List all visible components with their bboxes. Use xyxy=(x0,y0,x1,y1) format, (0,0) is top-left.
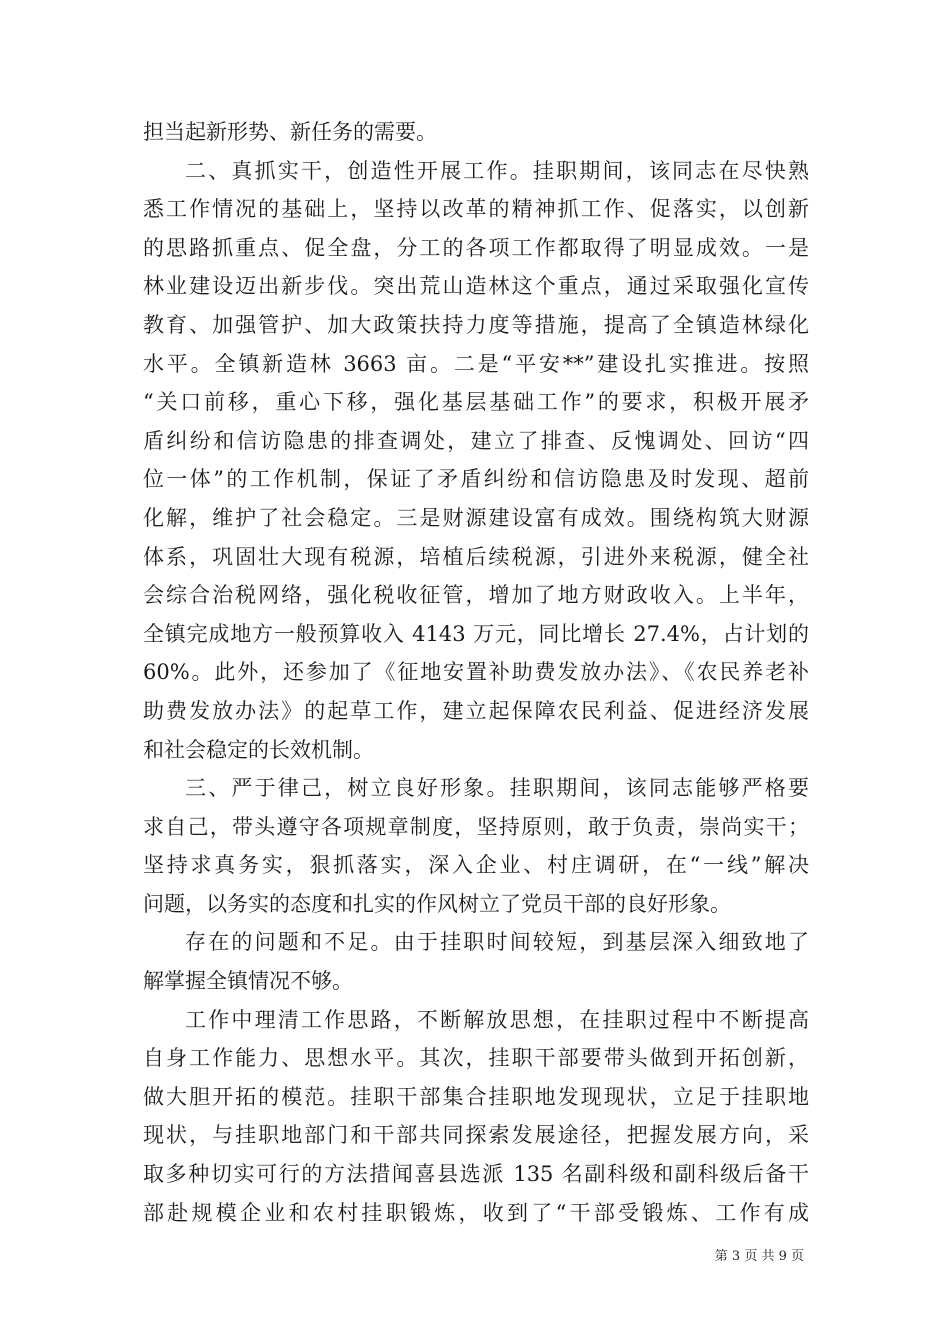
text-line: 工作中理清工作思路，不断解放思想，在挂职过程中不断提高 xyxy=(185,1007,809,1032)
paragraph xyxy=(143,152,809,770)
paragraph xyxy=(143,1001,809,1233)
text-line: 求自己，带头遵守各项规章制度，坚持原则，敢于负责，崇尚实干； xyxy=(143,814,809,839)
text-line: 化解，维护了社会稳定。三是财源建设富有成效。围绕构筑大财源 xyxy=(143,505,809,530)
text-line: 教育、加强管护、加大政策扶持力度等措施，提高了全镇造林绿化 xyxy=(143,312,809,337)
text-line: 现状，与挂职地部门和干部共同探索发展途径，把握发展方向，采 xyxy=(143,1123,809,1148)
text-line: 盾纠纷和信访隐患的排查调处，建立了排查、反愧调处、回访“四 xyxy=(143,428,809,453)
document-body xyxy=(143,113,809,1232)
text-line: 问题，以务实的态度和扎实的作风树立了党员干部的良好形象。 xyxy=(143,891,731,916)
text-line: 的思路抓重点、促全盘，分工的各项工作都取得了明显成效。一是 xyxy=(143,235,809,260)
text-line: 体系，巩固壮大现有税源，培植后续税源，引进外来税源，健全社 xyxy=(143,544,809,569)
paragraph xyxy=(143,923,809,1000)
text-line: 助费发放办法》的起草工作，建立起保障农民利益、促进经济发展 xyxy=(143,698,809,723)
text-line: 部赴规模企业和农村挂职锻炼，收到了“干部受锻炼、工作有成 xyxy=(143,1200,809,1225)
text-line: 担当起新形势、新任务的需要。 xyxy=(143,120,437,144)
text-line: 和社会稳定的长效机制。 xyxy=(143,737,374,762)
text-line: 60%。此外，还参加了《征地安置补助费发放办法》、《农民养老补 xyxy=(143,660,809,685)
text-line: 悉工作情况的基础上，坚持以改革的精神抓工作、促落实，以创新 xyxy=(143,197,809,222)
page-number-footer: 第 3 页 共 9 页 xyxy=(714,1249,804,1264)
text-line: 解掌握全镇情况不够。 xyxy=(143,969,353,994)
text-line: 坚持求真务实，狠抓落实，深入企业、村庄调研，在“一线”解决 xyxy=(143,853,809,878)
text-line: 三、严于律己，树立良好形象。挂职期间，该同志能够严格要 xyxy=(185,776,809,801)
paragraph xyxy=(143,769,809,923)
text-line: 做大胆开拓的模范。挂职干部集合挂职地发现现状，立足于挂职地 xyxy=(143,1084,809,1109)
text-line: 会综合治税网络，强化税收征管，增加了地方财政收入。上半年， xyxy=(143,583,809,608)
text-line: 全镇完成地方一般预算收入 4143 万元，同比增长 27.4%，占计划的 xyxy=(143,621,809,646)
text-line: 位一体”的工作机制，保证了矛盾纠纷和信访隐患及时发现、超前 xyxy=(143,467,809,492)
text-line: 存在的问题和不足。由于挂职时间较短，到基层深入细致地了 xyxy=(185,930,809,955)
text-line: 取多种切实可行的方法措闻喜县选派 135 名副科级和副科级后备干 xyxy=(143,1162,809,1187)
text-line: “关口前移，重心下移，强化基层基础工作”的要求，积极开展矛 xyxy=(143,390,809,415)
text-line: 二、真抓实干，创造性开展工作。挂职期间，该同志在尽快熟 xyxy=(185,158,809,183)
text-line: 水平。全镇新造林 3663 亩。二是“平安**”建设扎实推进。按照 xyxy=(143,351,809,376)
text-line: 林业建设迈出新步伐。突出荒山造林这个重点，通过采取强化宣传 xyxy=(143,274,809,299)
text-line: 自身工作能力、思想水平。其次，挂职干部要带头做到开拓创新， xyxy=(143,1046,809,1071)
paragraph xyxy=(143,113,809,152)
